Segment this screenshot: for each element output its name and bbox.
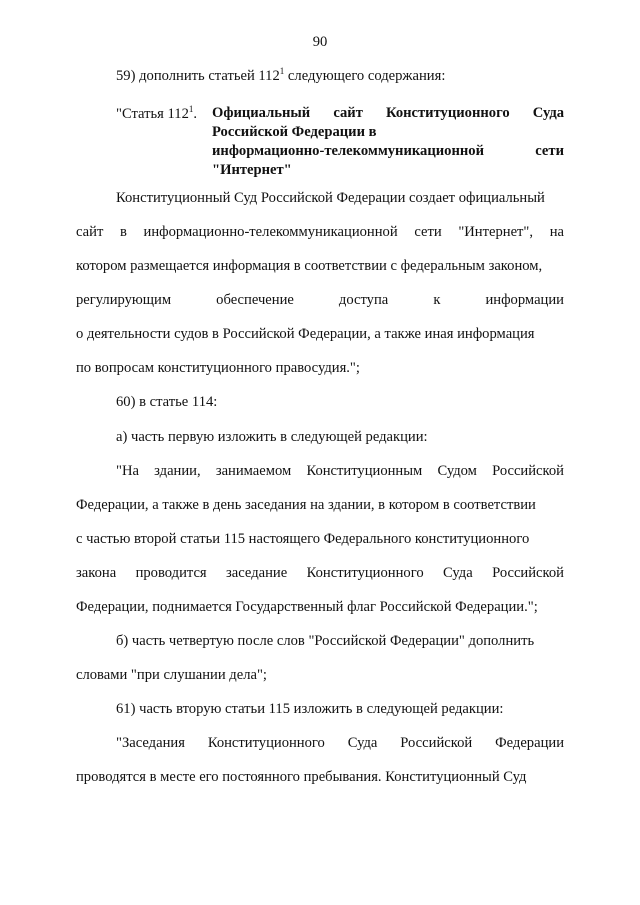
word: информационно-телекоммуникационной <box>143 224 398 240</box>
title-word: информационно-телекоммуникационной <box>212 143 484 159</box>
word: регулирующим <box>76 292 172 308</box>
item-59-text: 59) дополнить статьей 112 <box>116 68 280 84</box>
article-body-line-5: о деятельности судов в Российской Федерации, а также иная информация <box>76 326 535 342</box>
word: Суда <box>443 565 473 581</box>
word: Федерации <box>495 735 564 751</box>
word: сайт <box>76 224 104 240</box>
item-60-b-line-1: б) часть четвертую после слов "Российской Федерации" дополнить <box>116 633 535 649</box>
article-title-line-3 <box>212 142 564 161</box>
word: обеспечение <box>216 292 294 308</box>
article-title-line-2: Российской Федерации в <box>212 124 377 140</box>
item-61: 61) часть вторую статьи 115 изложить в следующей редакции: <box>116 701 504 717</box>
word: занимаемом <box>215 463 292 479</box>
title-word: сети <box>535 143 564 159</box>
article-label-sup: 1 <box>188 104 194 114</box>
article-label <box>116 104 197 124</box>
word: в <box>119 224 127 240</box>
item-60-a: а) часть первую изложить в следующей редакции: <box>116 429 428 445</box>
item-59 <box>116 66 604 86</box>
word: Российской <box>400 735 473 751</box>
word: здании, <box>154 463 201 479</box>
flag-line-4 <box>76 563 564 583</box>
item-60-b-line-2: словами "при слушании дела"; <box>76 667 267 683</box>
flag-line-3: с частью второй статьи 115 настоящего Федерального конституционного <box>76 531 530 547</box>
word: "Интернет", <box>458 224 534 240</box>
word: Суда <box>347 735 378 751</box>
word: проводится <box>135 565 207 581</box>
word: Судом <box>437 463 477 479</box>
word: заседание <box>226 565 288 581</box>
word: Российской <box>492 565 564 581</box>
sessions-line-1 <box>116 733 564 753</box>
word: "Заседания <box>116 735 185 751</box>
word: Конституционного <box>207 735 325 751</box>
article-body-line-6: по вопросам конституционного правосудия."; <box>76 360 360 376</box>
item-59-tail: следующего содержания: <box>284 68 446 84</box>
flag-line-5: Федерации, поднимается Государственный флаг Российской Федерации."; <box>76 599 538 615</box>
word: информации <box>485 292 564 308</box>
article-title-line-4: "Интернет" <box>212 162 292 178</box>
word: закона <box>76 565 117 581</box>
article-label-text: "Статья 112 <box>116 106 189 122</box>
flag-line-2: Федерации, а также в день заседания на здании, в котором в соответствии <box>76 497 536 513</box>
word: доступа <box>338 292 389 308</box>
item-59-sup: 1 <box>279 66 285 76</box>
article-body-line-4 <box>76 290 564 310</box>
sessions-line-2: проводятся в месте его постоянного пребывания. Конституционный Суд <box>76 769 527 785</box>
article-label-tail: . <box>193 106 198 122</box>
page-number: 90 <box>312 34 328 50</box>
title-word: Официальный <box>212 105 311 121</box>
word: Конституционным <box>306 463 423 479</box>
article-title <box>212 104 564 180</box>
flag-line-1 <box>116 461 564 481</box>
article-body-line-3: котором размещается информация в соответствии с федеральным законом, <box>76 258 543 274</box>
word: Российской <box>492 463 564 479</box>
word: "На <box>116 463 139 479</box>
item-60: 60) в статье 114: <box>116 394 218 410</box>
word: на <box>549 224 564 240</box>
word: Конституционного <box>306 565 424 581</box>
word: сети <box>414 224 442 240</box>
article-body-line-2 <box>76 222 564 242</box>
title-word: сайт <box>333 105 363 121</box>
article-body-line-1: Конституционный Суд Российской Федерации создает официальный <box>116 190 545 206</box>
title-word: Конституционного <box>385 105 510 121</box>
title-word: Суда <box>532 105 564 121</box>
word: к <box>433 292 441 308</box>
article-title-line-1 <box>212 104 564 123</box>
